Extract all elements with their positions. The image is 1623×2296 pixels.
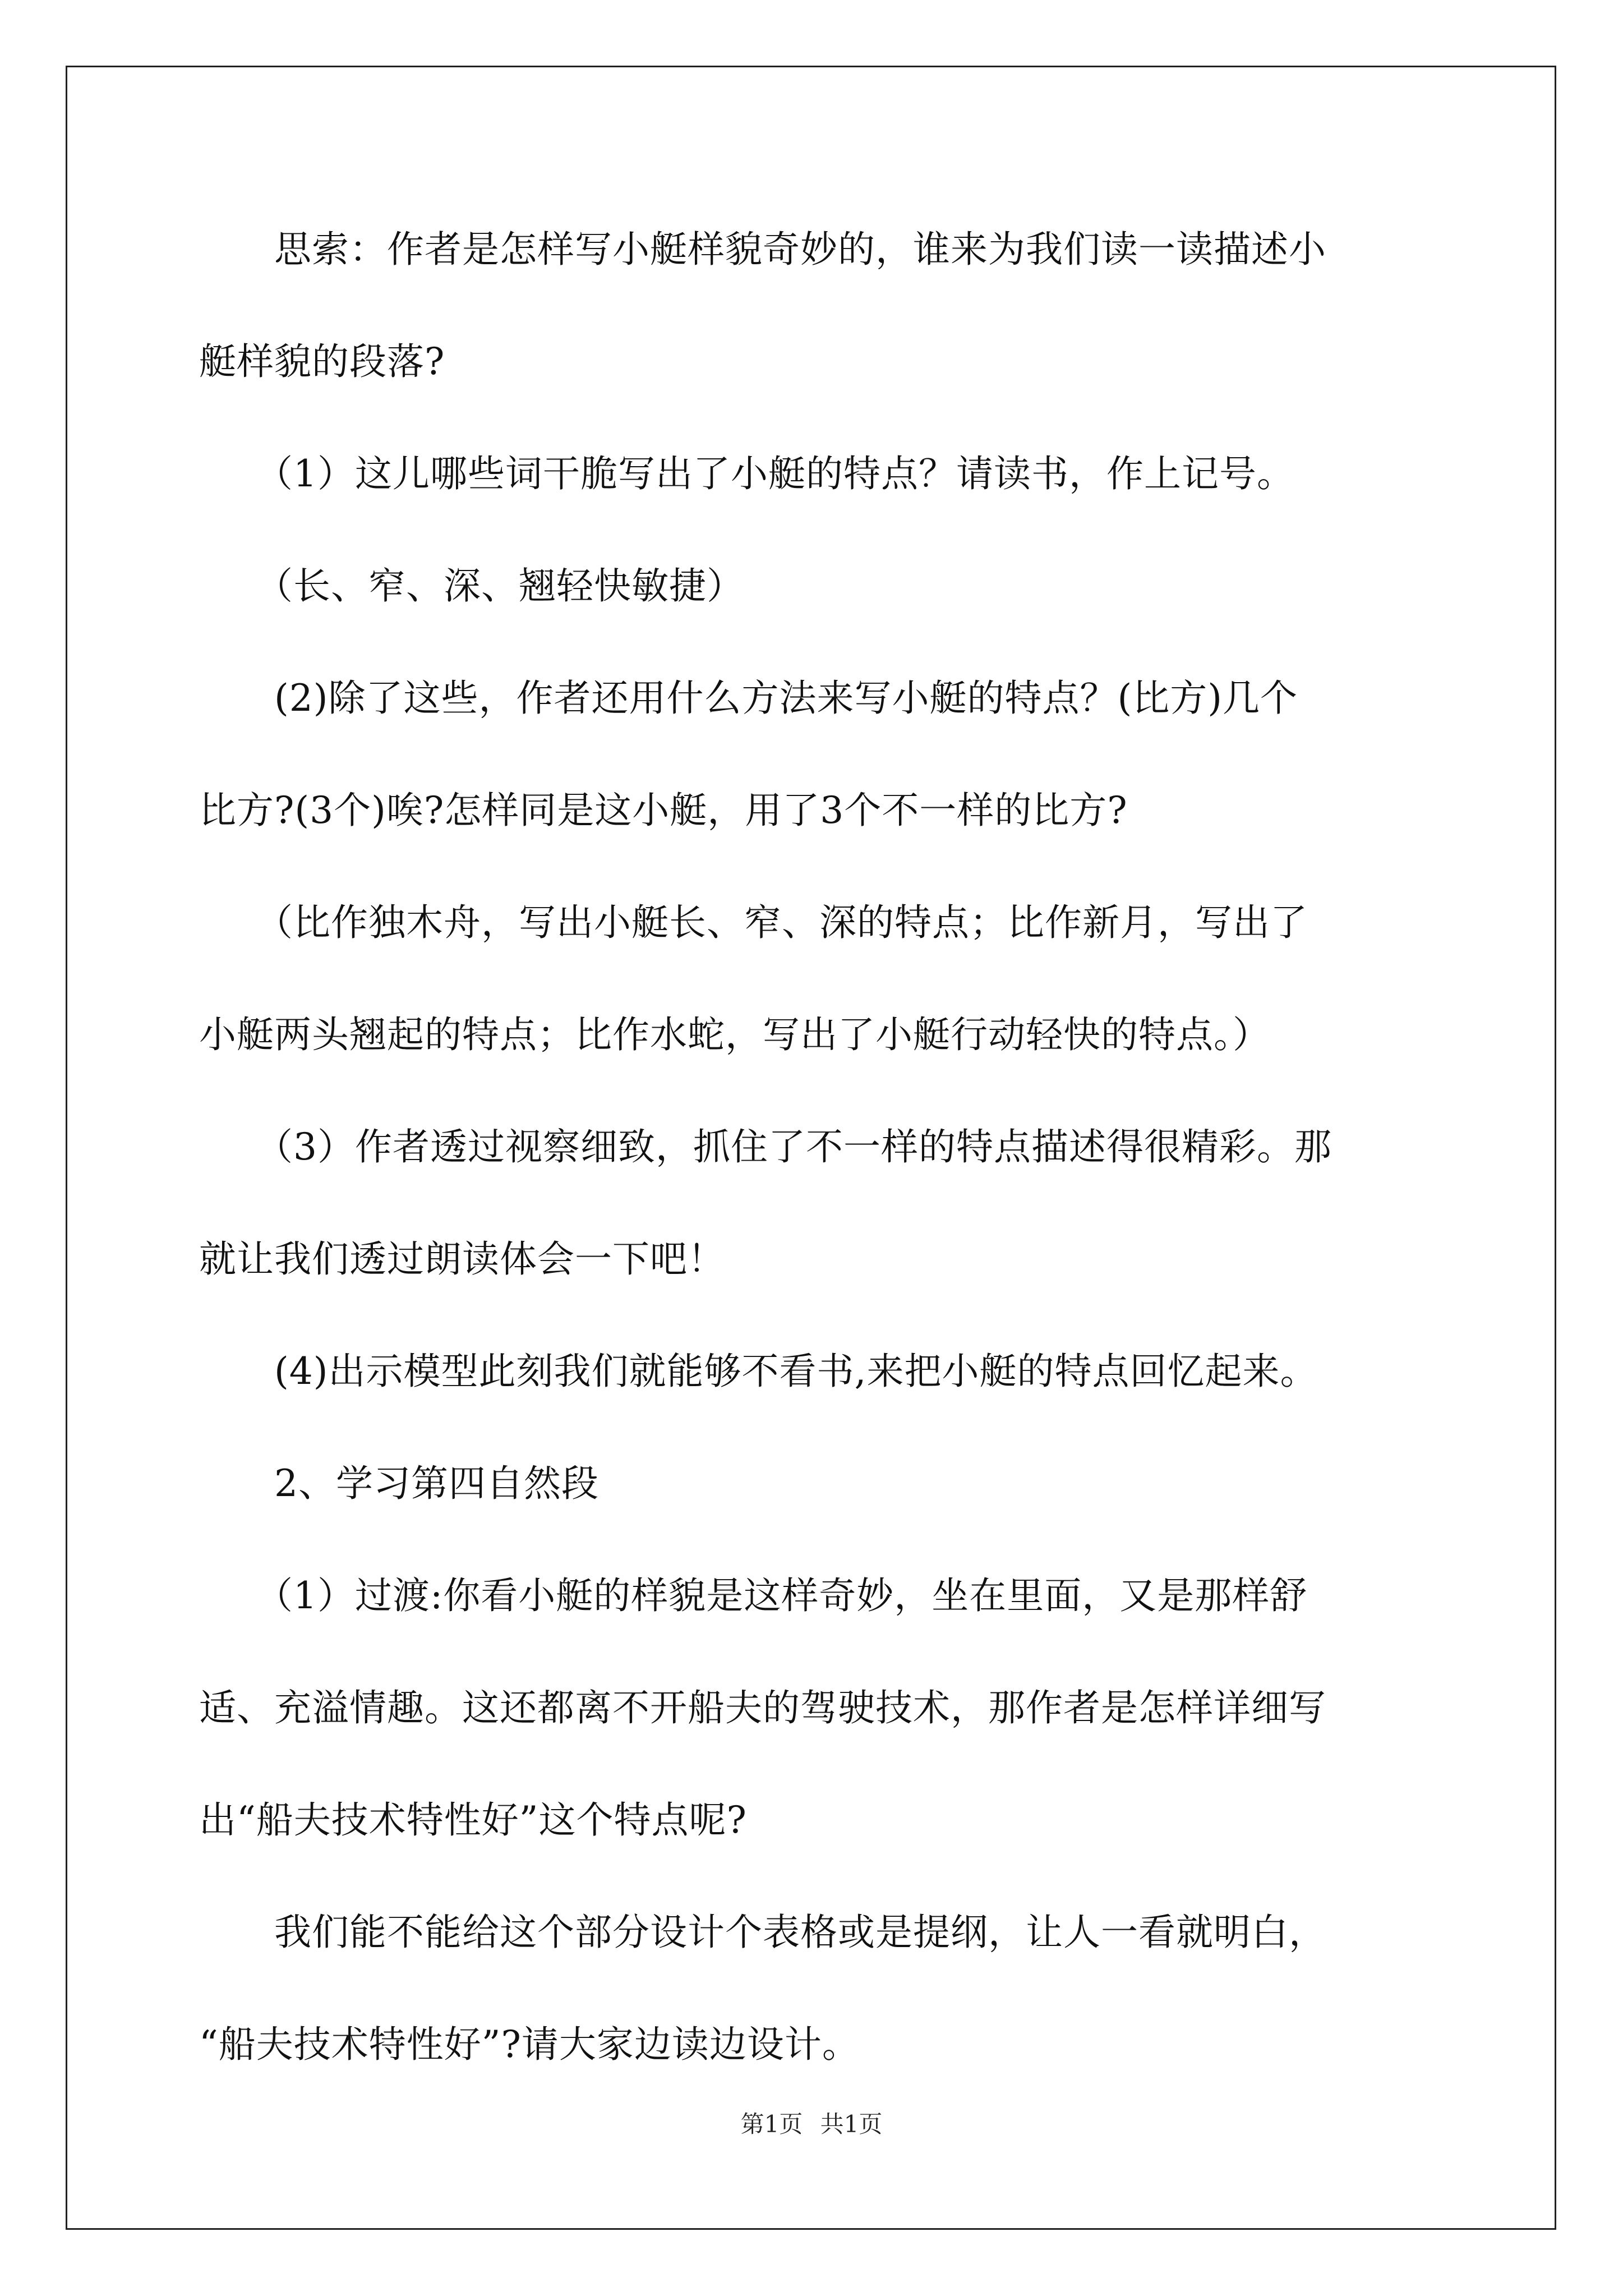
text-line: （1）这儿哪些词干脆写出了小艇的特点？请读书，作上记号。	[199, 452, 1294, 495]
page-footer: 第1页 共1页	[740, 2110, 883, 2138]
text-line: 比方?(3个)唉?怎样同是这小艇，用了3个不一样的比方?	[199, 789, 1128, 832]
text-line: 就让我们透过朗读体会一下吧！	[199, 1237, 725, 1281]
text-line: (2)除了这些，作者还用什么方法来写小艇的特点？(比方)几个	[199, 677, 1298, 720]
text-line: 我们能不能给这个部分设计个表格或是提纲，让人一看就明白，	[199, 1911, 1326, 1954]
text-line: 适、充溢情趣。这还都离不开船夫的驾驶技术，那作者是怎样详细写	[199, 1686, 1326, 1729]
text-line: 出“船夫技术特性好”这个特点呢?	[199, 1798, 747, 1842]
text-line: 思索：作者是怎样写小艇样貌奇妙的，谁来为我们读一读描述小	[199, 228, 1326, 271]
text-line: （比作独木舟，写出小艇长、窄、深的特点；比作新月，写出了	[199, 901, 1308, 944]
text-line: 小艇两头翘起的特点；比作水蛇，写出了小艇行动轻快的特点。）	[199, 1013, 1270, 1056]
text-line: （长、窄、深、翘轻快敏捷）	[199, 564, 744, 608]
text-line: （1）过渡:你看小艇的样貌是这样奇妙，坐在里面，又是那样舒	[199, 1574, 1308, 1617]
text-line: (4)出示模型此刻我们就能够不看书,来把小艇的特点回忆起来。	[199, 1350, 1318, 1393]
text-line: （3）作者透过视察细致，抓住了不一样的特点描述得很精彩。那	[199, 1125, 1332, 1168]
text-line: 2、学习第四自然段	[199, 1462, 599, 1505]
text-line: “船夫技术特性好”?请大家边读边设计。	[199, 2023, 860, 2066]
text-line: 艇样貌的段落?	[199, 340, 445, 383]
